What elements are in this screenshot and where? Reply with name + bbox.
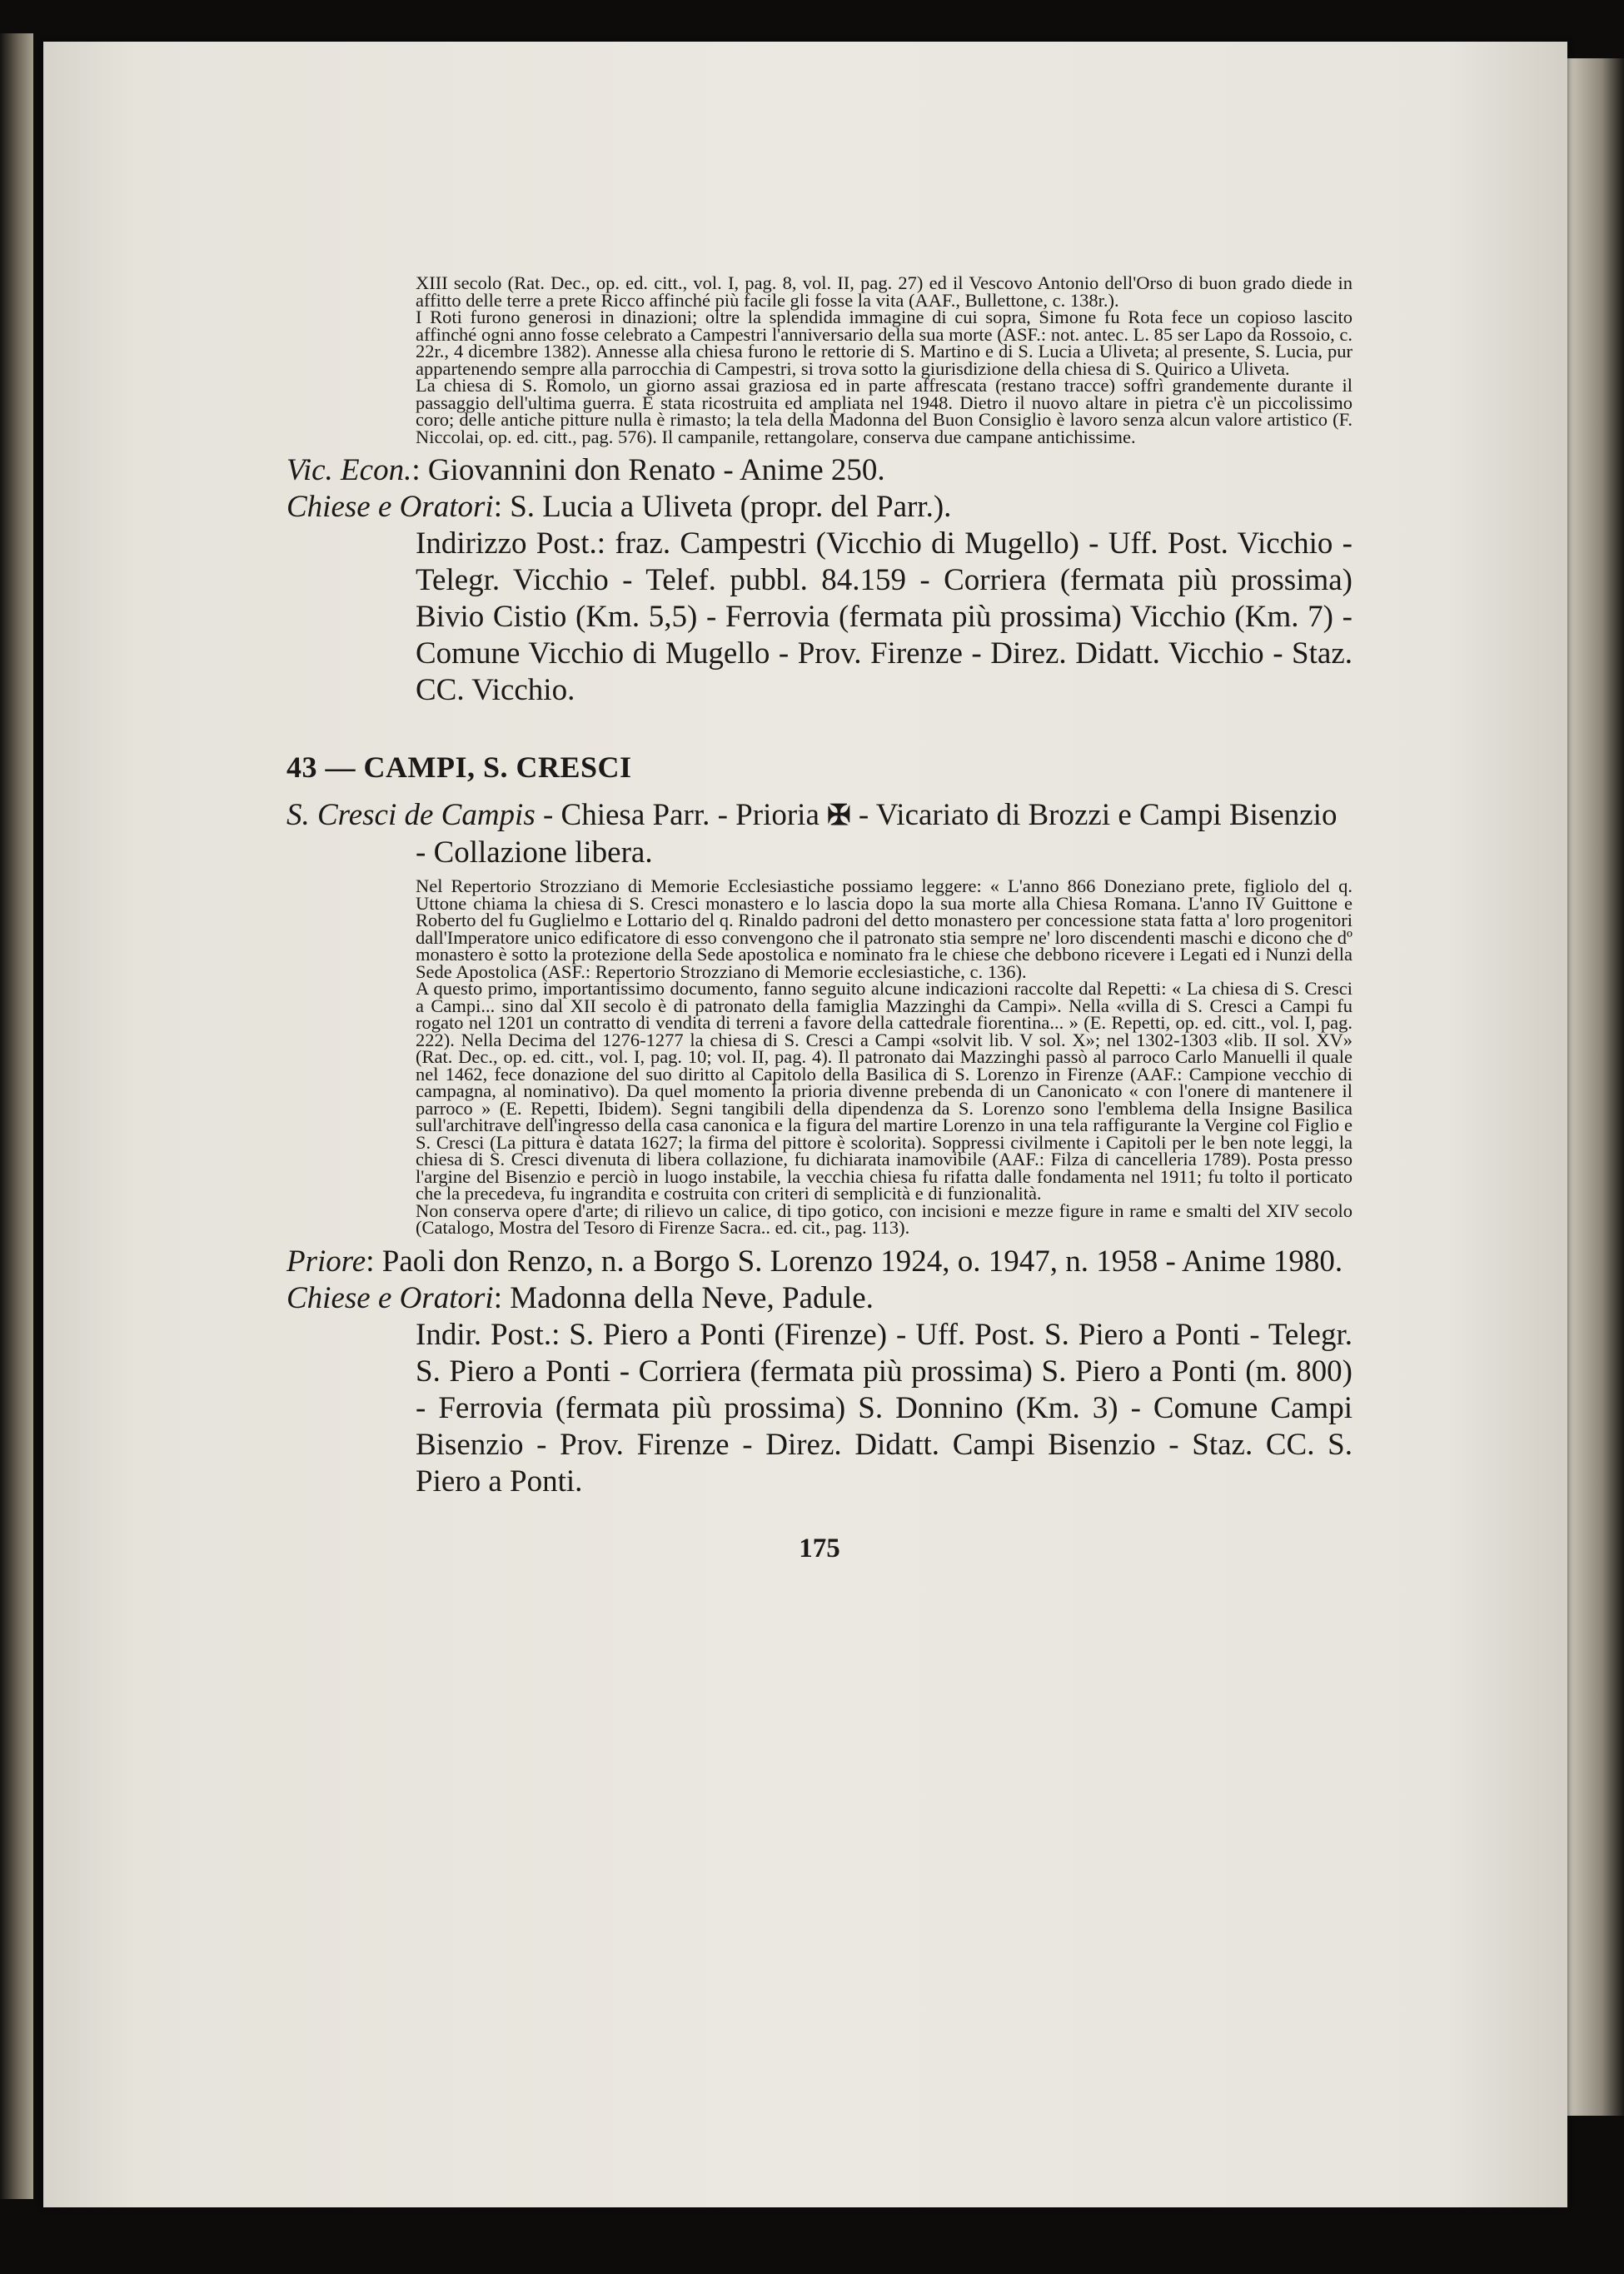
page-content [286,272,1353,1564]
history-note-paragraph: A questo primo, importantissimo documento, fanno seguito alcune indicazioni raccolte dal Repetti: « La chiesa di S. Cresci a Campi... sino dal XII secolo è di patronato della famiglia Mazzinghi da Campi». Nella «villa di S. Cresci a Campi fu rogato nel 1201 un contratto di vendita di terreni a favore della cattedrale fiorentina... » (E. Repetti, op. ed. citt., vol. I, pag. 222). Nella Decima del 1276-1277 la chiesa di S. Cresci a Campi «solvit lib. V sol. X»; nel 1302-1303 «lib. II sol. XV» (Rat. Dec., op. ed. citt., vol. I, pag. 10; vol. II, pag. 4). Il patronato dai Mazzinghi passò al parroco Carlo Manuelli il quale nel 1462, fece donazione del suo diritto al Capitolo della Basilica di S. Lorenzo in Firenze (AAF.: Campione vecchio di campagna, al nominativo). Da quel momento la prioria divenne prebenda di un Canonicato « con l'onere di mantenere il parroco » (E. Repetti, Ibidem). Segni tangibili della dipendenza da S. Lorenzo sono l'emblema della Insigne Basilica sull'architrave dell'ingresso della casa canonica e la figura del martire Lorenzo in una tela raffigurante la Vergine col Figlio e S. Cresci (La pittura è datata 1627; la firma del pittore è scolorita). Soppressi civilmente i Capitoli per le ben note leggi, la chiesa di S. Cresci divenuta di libera collazione, fu dichiarata inamovibile (AAF.: Filza di cancelleria 1789). Posta presso l'argine del Bisenzio e perciò in luogo instabile, la vecchia chiesa fu rifatta dalle fondamenta nel 1911; fu tolto il porticato che la precedeva, fu ingrandita e costruita con criteri di semplicità e di funzionalità. [416,978,1353,1204]
parish-name: S. Cresci de Campis [286,798,536,832]
chiese-oratori-line [286,489,1353,526]
priore-label: Priore [286,1244,366,1279]
chiese-oratori-label: Chiese e Oratori [286,490,494,524]
section-heading: 43 — CAMPI, S. CRESCI [286,751,632,784]
parish-title-line [286,797,1353,871]
vic-econ-text: : Giovannini don Renato - Anime 250. [411,453,885,487]
history-notes [286,875,1353,1238]
priore-line [286,1244,1353,1280]
postal-address-block: Indirizzo Post.: fraz. Campestri (Vicchio di Mugello) - Uff. Post. Vicchio - Telegr. Vicchio - Telef. pubbl. 84.159 - Corriera (fermata più prossima) Bivio Cistio (Km. 5,5) - Ferrovia (fermata più prossima) Vicchio (Km. 7) - Comune Vicchio di Mugello - Prov. Firenze - Direz. Didatt. Vicchio - Staz. CC. Vicchio. [416,526,1353,707]
cross-icon: ✠ [827,800,851,831]
parish-text-b: - Vicariato di Brozzi e Campi Bisenzio - Collazione libera. [416,798,1338,870]
postal-address-block-2: Indir. Post.: S. Piero a Ponti (Firenze) - Uff. Post. S. Piero a Ponti - Telegr. S. Piero a Ponti - Corriera (fermata più prossima) S. Piero a Ponti (m. 800) - Ferrovia (fermata più prossima) S. Donnino (Km. 3) - Comune Campi Bisenzio - Prov. Firenze - Direz. Didatt. Campi Bisenzio - Staz. CC. S. Piero a Ponti. [416,1317,1353,1499]
history-note-paragraph: Non conserva opere d'arte; di rilievo un calice, di tipo gotico, con incisioni e mezze figure in rame e smalti del XIV secolo (Catalogo, Mostra del Tesoro di Firenze Sacra.. ed. cit., pag. 113). [416,1199,1353,1238]
chiese-oratori-text: : S. Lucia a Uliveta (propr. del Parr.). [493,490,952,524]
page-number: 175 [799,1533,840,1563]
chiese-oratori-line-2 [286,1280,1353,1317]
top-notes [286,272,1353,447]
history-note-paragraph: Nel Repertorio Strozziano di Memorie Ecclesiastiche possiamo leggere: « L'anno 866 Doneziano prete, figliolo del q. Uttone chiama la chiesa di S. Cresci monastero e lo lascia dopo la sua morte alla Chiesa Romana. L'anno IV Guittone e Roberto del fu Guglielmo e Lottario del q. Rinaldo padroni del detto monastero per concessione stata fatta a' loro progenitori dall'Imperatore unico edificatore di esso convengono che il patronato stia sempre ne' loro discendenti maschi e dicono che dº monastero è sotto la protezione della Sede apostolica e nominato fra le chiese che debbono ricevere i Legati ed i Nunzi della Sede Apostolica (ASF.: Repertorio Strozziano di Memorie ecclesiastiche, c. 136). [416,875,1353,982]
book-page [43,42,1567,2207]
book-spine-edge [0,33,33,2199]
vic-econ-label: Vic. Econ. [286,453,412,487]
top-note-paragraph: XIII secolo (Rat. Dec., op. ed. citt., vol. I, pag. 8, vol. II, pag. 27) ed il Vescovo Antonio dell'Orso di buon grado diede in affitto delle terre a prete Ricco affinché più facile gli fosse la vita (AAF., Bullettone, c. 138r.). [416,272,1353,311]
vic-econ-line [286,452,1353,489]
chiese-oratori-text-2: : Madonna della Neve, Padule. [493,1280,874,1315]
chiese-oratori-label-2: Chiese e Oratori [286,1280,494,1315]
top-note-paragraph: I Roti furono generosi in dinazioni; oltre la splendida immagine di cui sopra, Simone fu Rota fece un copioso lascito affinché ogni anno fosse celebrato a Campestri l'anniversario della sua morte (ASF.: not. antec. L. 85 ser Lapo da Rossoio, c. 22r., 4 dicembre 1382). Annesse alla chiesa furono le rettorie di S. Martino e di S. Lucia a Uliveta; al presente, S. Lucia, pur appartenendo sempre alla parrocchia di Campestri, si trova sotto la giurisdizione della chiesa di S. Quirico a Uliveta. [416,307,1353,379]
top-note-paragraph: La chiesa di S. Romolo, un giorno assai graziosa ed in parte affrescata (restano tracce) soffrì grandemente durante il passaggio dell'ultima guerra. È stata ricostruita ed ampliata nel 1948. Dietro il nuovo altare in pietra c'è un piccolissimo coro; delle antiche pitture nulla è rimasto; la tela della Madonna del Buon Consiglio è lavoro senza alcun valore artistico (F. Niccolai, op. ed. citt., pag. 576). Il campanile, rettangolare, conserva due campane antichissime. [416,375,1353,447]
parish-text-a: - Chiesa Parr. - Prioria [535,798,828,832]
priore-text: : Paoli don Renzo, n. a Borgo S. Lorenzo 1924, o. 1947, n. 1958 - Anime 1980. [366,1244,1343,1279]
